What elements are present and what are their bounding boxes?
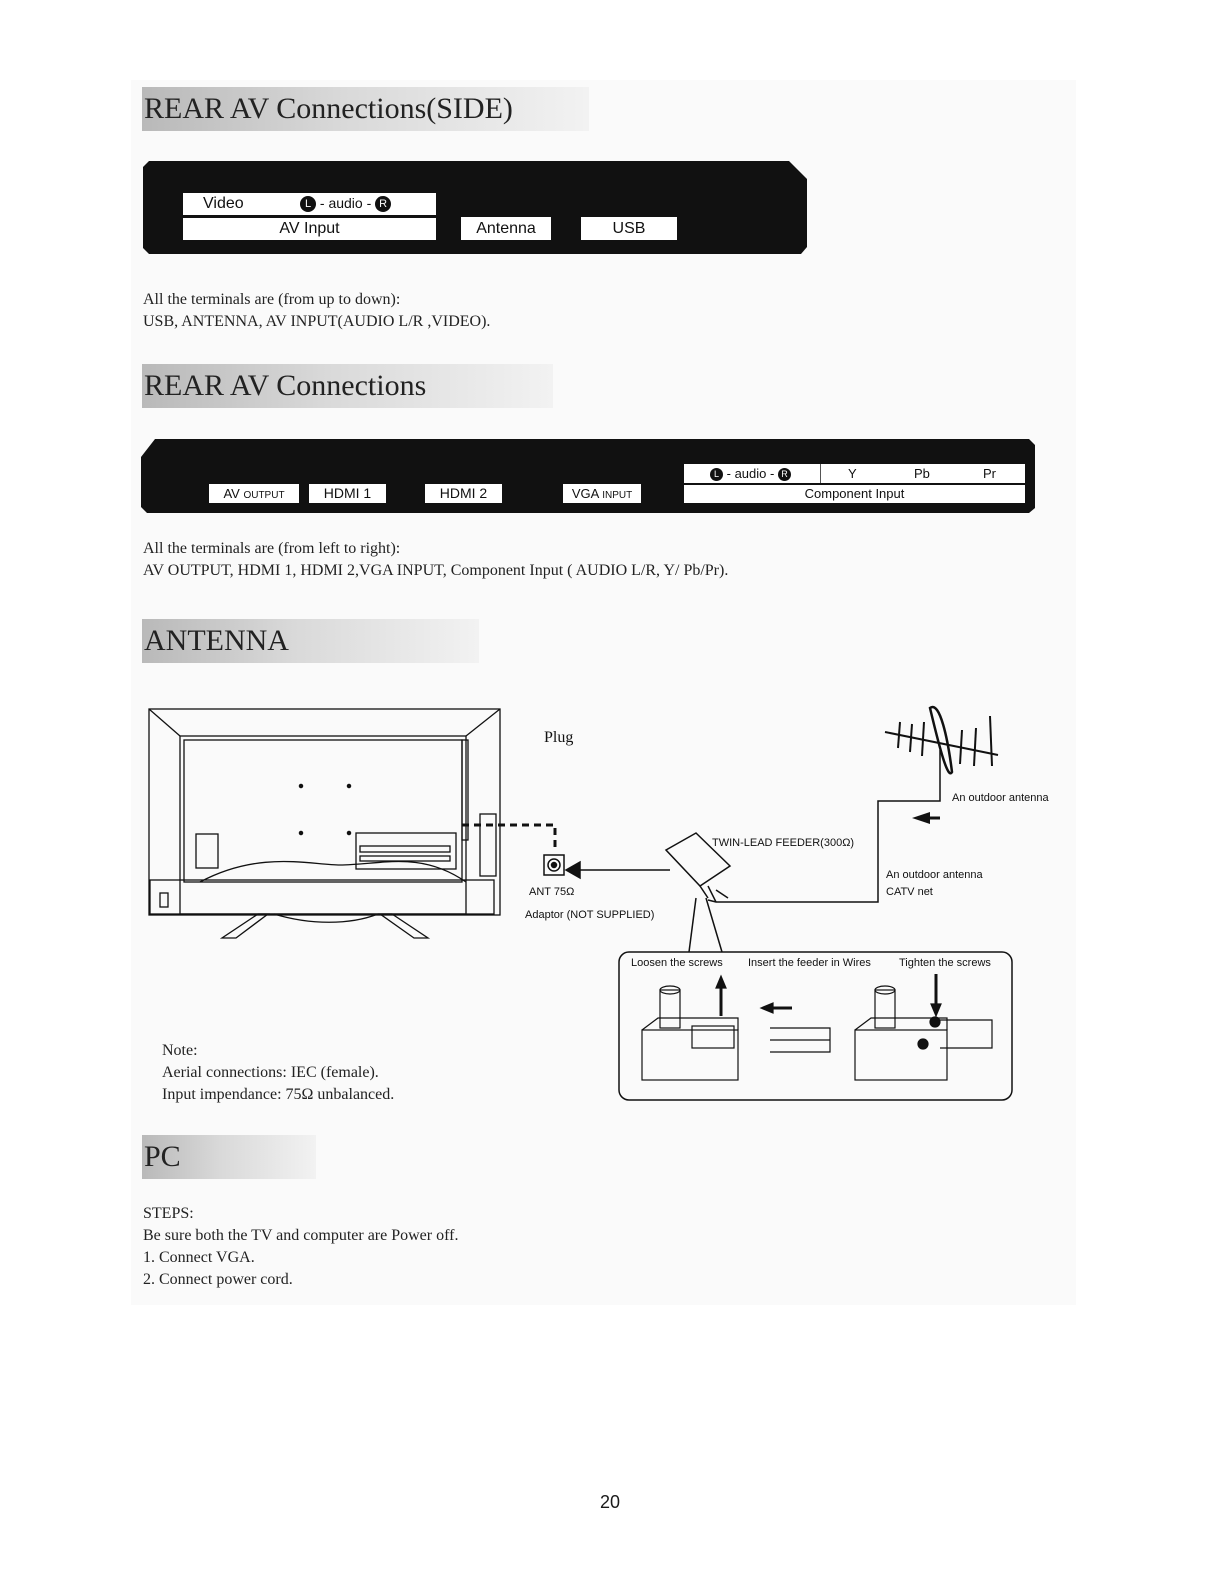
component-audio-label: L - audio - R	[710, 464, 791, 483]
plug-dashed-line	[462, 825, 555, 850]
tighten-screws-label: Tighten the screws	[899, 957, 991, 969]
antenna-port-label: Antenna	[461, 217, 551, 240]
y-label: Y	[848, 466, 857, 481]
component-input-label: Component Input	[684, 485, 1025, 503]
antenna-note: Note: Aerial connections: IEC (female). Input impendance: 75Ω unbalanced.	[162, 1042, 395, 1103]
pr-label: Pr	[983, 466, 996, 481]
rear-description: All the terminals are (from left to right): AV OUTPUT, HDMI 1, HDMI 2,VGA INPUT, Component Input ( AUDIO L/R, Y/ Pb/Pr).	[143, 540, 729, 579]
ant-75-label: ANT 75Ω	[529, 886, 575, 898]
av-output-label: AV OUTPUT	[209, 484, 299, 503]
vga-input-label: VGA INPUT	[563, 484, 641, 503]
hdmi1-label: HDMI 1	[309, 484, 386, 503]
av-input-label: AV Input	[183, 218, 436, 240]
outdoor-antenna-icon	[885, 707, 998, 773]
pb-label: Pb	[914, 466, 930, 481]
outdoor-catv-label-2: CATV net	[886, 886, 933, 898]
page-background	[131, 80, 1076, 1305]
pc-steps: STEPS: Be sure both the TV and computer are Power off. 1. Connect VGA. 2. Connect power cord.	[143, 1205, 459, 1288]
outdoor-catv-label-1: An outdoor antenna	[886, 869, 983, 881]
left-channel-icon: L	[710, 468, 723, 481]
hdmi2-label: HDMI 2	[425, 484, 502, 503]
adaptor-icon	[544, 855, 670, 878]
twin-lead-label: TWIN-LEAD FEEDER(300Ω)	[712, 837, 855, 849]
side-av-top	[183, 193, 436, 215]
right-channel-icon: R	[778, 468, 791, 481]
plug-label: Plug	[544, 729, 574, 746]
audio-lr-label: L - audio - R	[300, 195, 391, 212]
insert-feeder-label: Insert the feeder in Wires	[748, 957, 871, 969]
section-title-antenna: ANTENNA	[142, 619, 479, 663]
adaptor-label: Adaptor (NOT SUPPLIED)	[525, 909, 655, 921]
twin-lead-box	[666, 750, 940, 952]
page-number: 20	[599, 1492, 621, 1512]
right-channel-icon: R	[375, 196, 391, 212]
usb-port-label: USB	[581, 217, 677, 240]
video-label: Video	[203, 195, 244, 212]
outdoor-antenna-label: An outdoor antenna	[952, 792, 1049, 804]
connector-drawings	[642, 974, 992, 1080]
section-title-pc: PC	[142, 1135, 316, 1179]
section-title-side: REAR AV Connections(SIDE)	[142, 87, 589, 131]
left-channel-icon: L	[300, 196, 316, 212]
component-top-label	[684, 464, 1025, 483]
steps-box	[619, 952, 1012, 1100]
side-description: All the terminals are (from up to down): USB, ANTENNA, AV INPUT(AUDIO L/R ,VIDEO).	[143, 291, 491, 330]
loosen-screws-label: Loosen the screws	[631, 957, 723, 969]
component-divider	[820, 464, 821, 483]
section-title-rear: REAR AV Connections	[142, 364, 553, 408]
tv-rear-drawing	[149, 709, 500, 938]
